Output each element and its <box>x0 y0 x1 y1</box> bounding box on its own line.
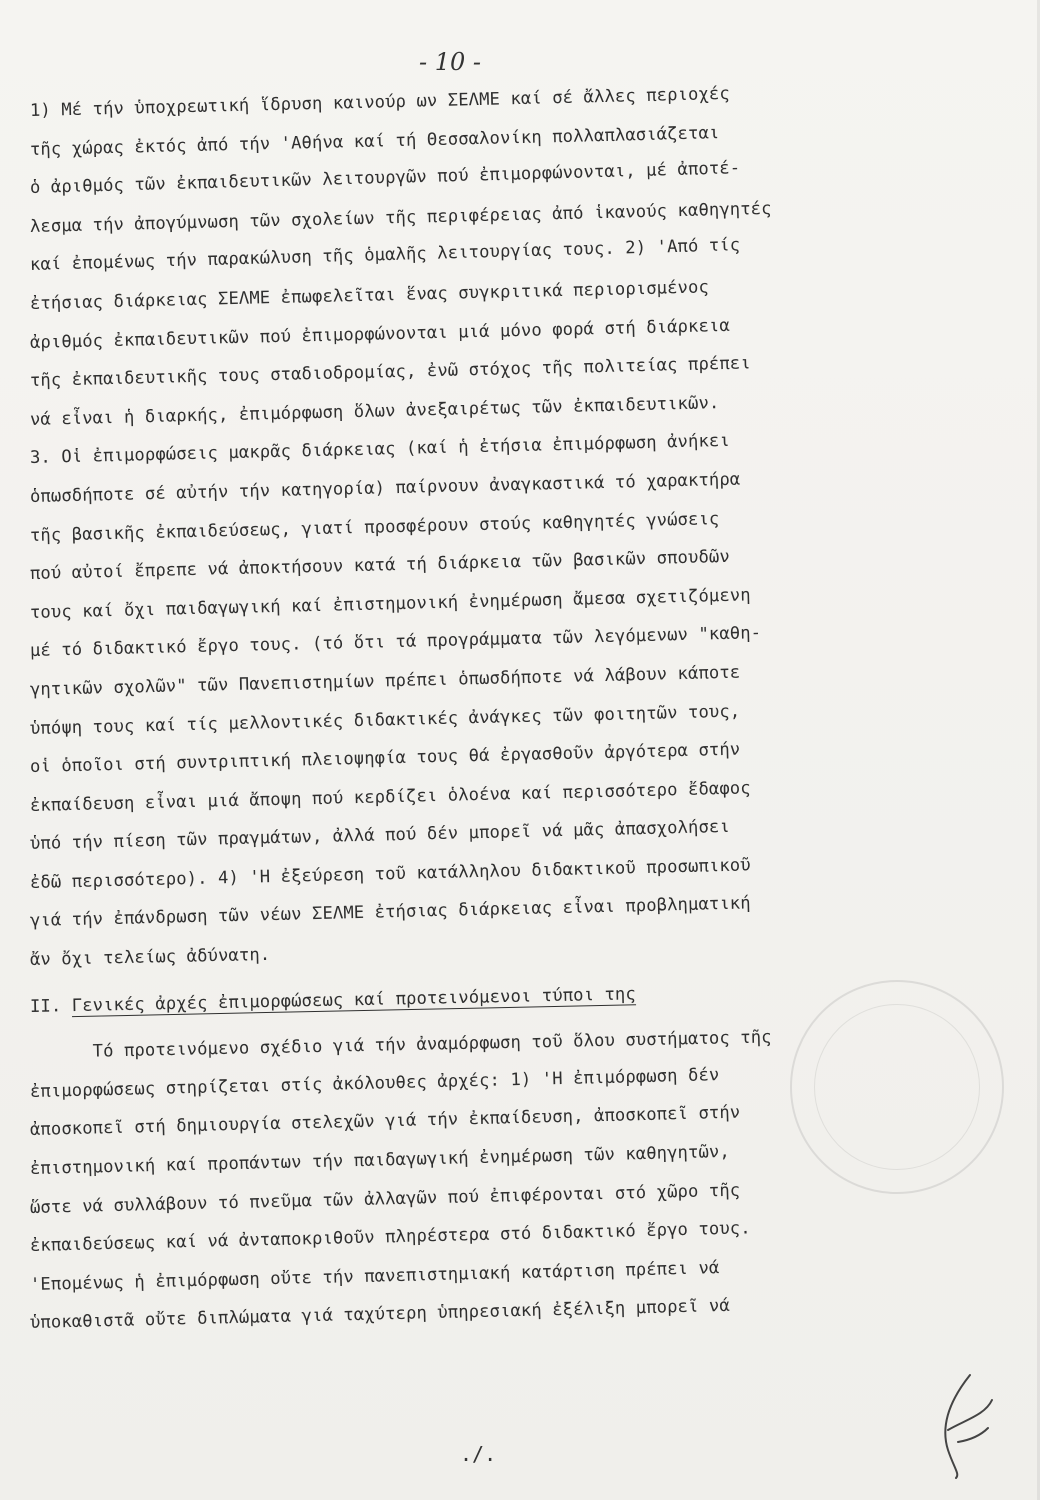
text-line: γητικῶν σχολῶν" τῶν Πανεπιστημίων πρέπει ὁπωσδήποτε νά λάβουν κάποτε <box>29 662 741 700</box>
text-line: 3. Οἱ ἐπιμορφώσεις μακρᾶς διάρκειας (καί ἡ ἐτήσια ἐπιμόρφωση ἀνήκει <box>29 431 731 469</box>
text-line: τῆς χώρας ἐκτός ἀπό τήν 'Αθήνα καί τή Θεσσαλονίκη πολλαπλασιάζεται <box>29 122 720 160</box>
text-line: ἐκπαιδεύσεως καί νά ἀνταποκριθοῦν πληρέστερα στό διδακτικό ἔργο τους. <box>29 1218 751 1257</box>
text-line: ἄν ὄχι τελείως ἀδύνατη. <box>29 945 271 971</box>
text-line: τῆς ἐκπαιδευτικῆς τους σταδιοδρομίας, ἐνῶ στόχος τῆς πολιτείας πρέπει <box>29 353 751 392</box>
text-line: γιά τήν ἐπάνδρωση τῶν νέων ΣΕΛΜΕ ἐτήσιας διάρκειας εἶναι προβληματική <box>29 893 751 932</box>
text-line: ἀποσκοπεῖ στή δημιουργία στελεχῶν γιά τήν ἐκπαίδευση, ἀποσκοπεῖ στήν <box>29 1103 741 1141</box>
text-line: ἀριθμός ἐκπαιδευτικῶν πού ἐπιμορφώνονται μιά μόνο φορά στή διάρκεια <box>29 315 731 353</box>
document-body <box>29 83 1030 1343</box>
text-line: ὥστε νά συλλάβουν τό πνεῦμα τῶν ἀλλαγῶν πού ἐπιφέρονται στό χῶρο τῆς <box>29 1180 741 1218</box>
text-line: ὑπόψη τους καί τίς μελλοντικές διδακτικές ἀνάγκες τῶν φοιτητῶν τους, <box>29 701 741 739</box>
text-line: μέ τό διδακτικό ἔργο τους. (τό ὅτι τά προγράμματα τῶν λεγόμενων "καθη- <box>29 623 762 662</box>
text-line: ὑποκαθιστᾶ οὔτε διπλώματα γιά ταχύτερη ὑπηρεσιακή ἐξέλιξη μπορεῖ νά <box>29 1296 731 1334</box>
text-line: 'Επομένως ἡ ἐπιμόρφωση οὔτε τήν πανεπιστημιακή κατάρτιση πρέπει νά <box>29 1257 720 1295</box>
text-line: τους καί ὄχι παιδαγωγική καί ἐπιστημονική ἐνημέρωση ἄμεσα σχετιζόμενη <box>29 585 751 623</box>
text-line: πού αὐτοί ἔπρεπε νά ἀποκτήσουν κατά τή διάρκεια τῶν βασικῶν σπουδῶν <box>29 547 731 585</box>
text-line: ἐτήσιας διάρκειας ΣΕΛΜΕ ἐπωφελεῖται ἕνας συγκριτικά περιορισμένος <box>29 277 710 314</box>
text-line: ὑπό τήν πίεση τῶν πραγμάτων, ἀλλά πού δέν μπορεῖ νά μᾶς ἀπασχολήσει <box>29 817 731 855</box>
text-line: ὁ ἀριθμός τῶν ἐκπαιδευτικῶν λειτουργῶν πού ἐπιμορφώνονται, μέ ἀποτέ- <box>29 158 741 199</box>
text-line: 1) Μέ τήν ὑποχρεωτική ἵδρυση καινούρ ων ΣΕΛΜΕ καί σέ ἄλλες περιοχές <box>29 83 731 121</box>
text-line: ἐκπαίδευση εἶναι μιά ἄποψη πού κερδίζει ὁλοένα καί περισσότερο ἔδαφος <box>29 778 751 816</box>
text-line: ὁπωσδήποτε σέ αὐτήν τήν κατηγορία) παίρνουν ἀναγκαστικά τό χαρακτήρα <box>29 469 741 507</box>
text-line: τῆς βασικῆς ἐκπαιδεύσεως, γιατί προσφέρουν στούς καθηγητές γνώσεις <box>29 508 720 546</box>
text-line: ἐπιμορφώσεως στηρίζεται στίς ἀκόλουθες ἀρχές: 1) 'Η ἐπιμόρφωση δέν <box>29 1064 720 1102</box>
page-number: - 10 - <box>418 48 481 76</box>
continuation-mark: ./. <box>460 1442 497 1466</box>
section-number: II. <box>29 996 62 1017</box>
text-line: Τό προτεινόμενο σχέδιο γιά τήν ἀναμόρφωση τοῦ ὅλου συστήματος τῆς <box>29 1027 772 1064</box>
text-line: καί ἐπομένως τήν παρακώλυση τῆς ὁμαλῆς λειτουργίας τους. 2) 'Από τίς <box>29 235 741 276</box>
text-line: λεσμα τήν ἀπογύμνωση τῶν σχολείων τῆς περιφέρειας ἀπό ἱκανούς καθηγητές <box>29 198 772 237</box>
text-line: ἐδῶ περισσότερο). 4) 'Η ἐξεύρεση τοῦ κατάλληλου διδακτικοῦ προσωπικοῦ <box>29 855 751 893</box>
text-line: ἐπιστημονική καί προπάντων τήν παιδαγωγική ἐνημέρωση τῶν καθηγητῶν, <box>29 1141 731 1180</box>
handwritten-initial <box>930 1370 1000 1480</box>
text-line: οἱ ὁποῖοι στή συντριπτική πλειοψηφία τους θά ἐργασθοῦν ἀργότερα στήν <box>29 739 741 778</box>
text-line: νά εἶναι ἡ διαρκής, ἐπιμόρφωση ὅλων ἀνεξαιρέτως τῶν ἐκπαιδευτικῶν. <box>29 392 720 430</box>
section-title: Γενικές ἀρχές ἐπιμορφώσεως καί προτεινόμενοι τύποι της <box>71 983 637 1016</box>
